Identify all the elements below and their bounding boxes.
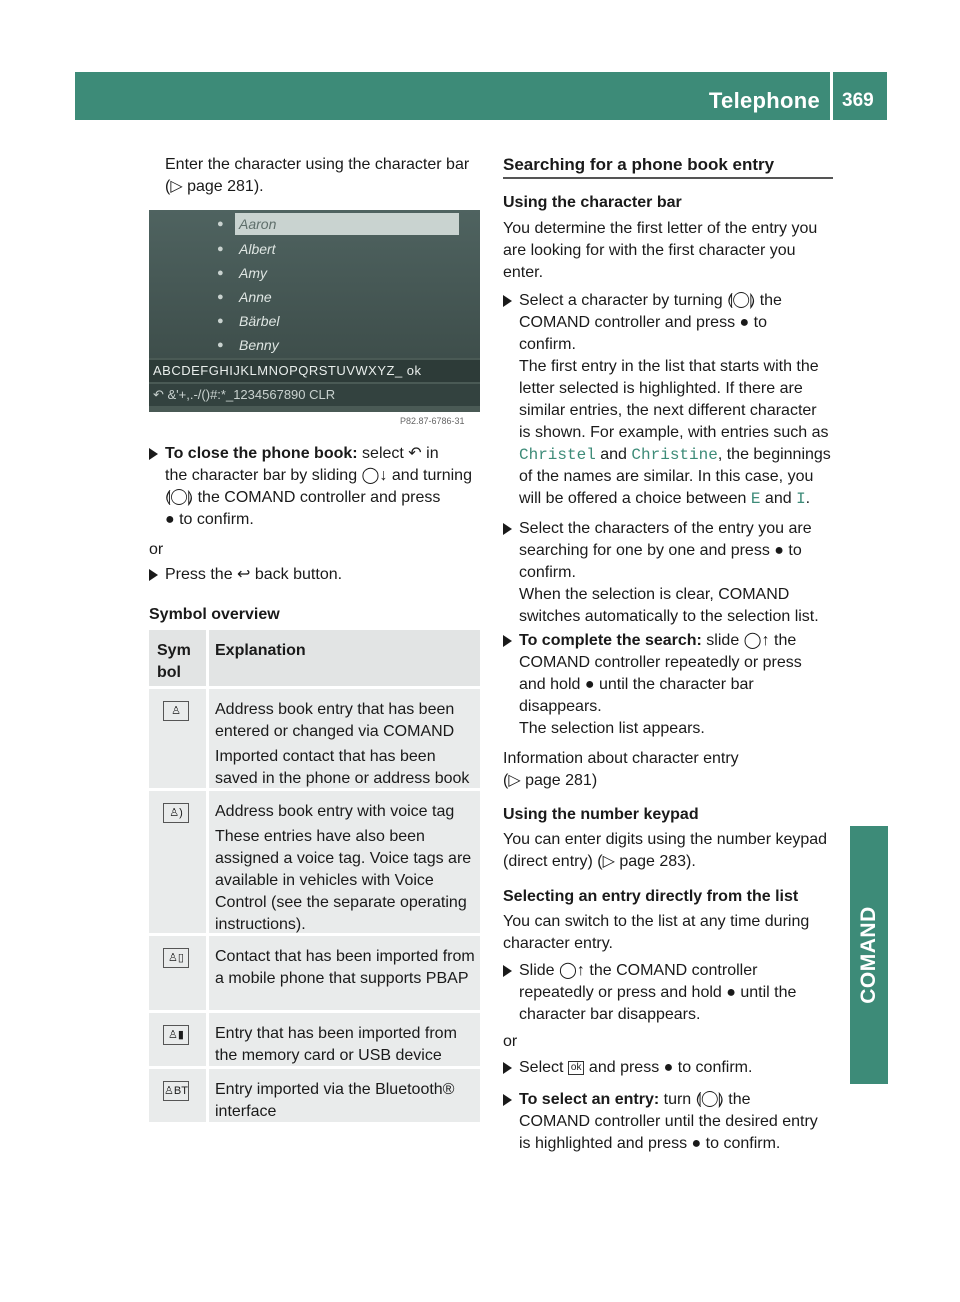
keypad-paragraph: You can enter digits using the number keypad (direct entry) (▷ page 283). <box>503 831 828 870</box>
step-arrow-icon <box>503 295 512 307</box>
step-select-ok: Select ok and press ● to confirm. <box>503 1057 843 1079</box>
person-icon: ● <box>217 291 224 303</box>
table-row: ♙▮ Entry that has been imported from the memory card or USB device <box>149 1013 480 1069</box>
screen-entry: ● Anne <box>217 289 272 305</box>
screen-number-bar: ↶ &'+,.-/()#:*_1234567890 CLR <box>149 384 480 406</box>
step-arrow-icon <box>503 523 512 535</box>
step-arrow-icon <box>149 448 158 460</box>
table-row: ♙) Address book entry with voice tag These entries have also been assigned a voice tag. Voice tags are available in vehicles with Voice Control (see the separate operating instructions). <box>149 791 480 936</box>
step-select-entry: To select an entry: turn ⟬◯⟭ the COMAND controller until the desired entry is highlighted and press ● to confirm. <box>503 1089 843 1155</box>
section-heading: Searching for a phone book entry <box>503 155 775 174</box>
voice-tag-icon: ♙) <box>163 803 189 823</box>
step-select-characters: Select the characters of the entry you are searching for one by one and press ● to confirm. When the selection is clear, COMAND switches automatically to the selection list. <box>503 518 843 628</box>
example-i: I <box>796 490 806 508</box>
step-arrow-icon <box>503 965 512 977</box>
person-icon: ● <box>217 243 224 255</box>
phonebook-screen <box>149 210 480 412</box>
info-paragraph: Information about character entry (▷ page 281) <box>503 750 739 789</box>
table-row: ♙ Address book entry that has been entered or changed via COMAND Imported contact that has been saved in the phone or address book <box>149 689 480 791</box>
example-christel: Christel <box>519 446 596 464</box>
person-icon: ● <box>217 267 224 279</box>
example-e: E <box>750 490 761 508</box>
symbol-table <box>149 630 480 1125</box>
charbar-paragraph: You determine the first letter of the entry you are looking for with the first character you enter. <box>503 220 818 281</box>
page-number: 369 <box>842 90 874 111</box>
person-icon: ● <box>217 315 224 327</box>
page-title: Telephone <box>708 88 820 113</box>
screen-entry: ● Albert <box>217 241 276 257</box>
section-underline <box>503 177 833 179</box>
intro-line2: (▷ page 281). <box>165 178 264 195</box>
step-complete-search: To complete the search: slide ◯↑ the COMAND controller repeatedly or press and hold ● until the character bar disappears. The selection list appears. <box>503 630 843 740</box>
table-row: ♙BT Entry imported via the Bluetooth® interface <box>149 1069 480 1125</box>
header-symbol: Sym bol <box>157 642 191 681</box>
step-arrow-icon <box>503 635 512 647</box>
ok-symbol: ok <box>568 1061 585 1075</box>
header-separator <box>830 72 833 120</box>
mobile-phone-icon: ♙▯ <box>163 948 189 968</box>
list-paragraph: You can switch to the list at any time during character entry. <box>503 913 810 952</box>
step-slide-controller: Slide ◯↑ the COMAND controller repeatedly or press and hold ● until the character bar disappears. <box>503 960 843 1026</box>
step-arrow-icon <box>503 1062 512 1074</box>
screen-character-bar: ABCDEFGHIJKLMNOPQRSTUVWXYZ_ ok <box>149 360 480 382</box>
screen-entry: ● Amy <box>217 265 267 281</box>
heading-character-bar: Using the character bar <box>503 194 682 211</box>
person-icon: ● <box>217 218 224 230</box>
back-step: Press the ↩ back button. <box>149 564 326 586</box>
memory-card-icon: ♙▮ <box>163 1025 189 1045</box>
image-code: P82.87-6786-31 <box>400 416 465 426</box>
step-arrow-icon <box>149 569 158 581</box>
heading-select-list: Selecting an entry directly from the list <box>503 888 799 905</box>
table-row: ♙▯ Contact that has been imported from a mobile phone that supports PBAP <box>149 936 480 1013</box>
screen-entry: ● Benny <box>217 337 279 353</box>
person-icon: ● <box>217 339 224 351</box>
screen-entry: ● Aaron <box>217 216 277 232</box>
example-christine: Christine <box>631 446 718 464</box>
symbol-overview-heading: Symbol overview <box>149 606 280 623</box>
or-text-2: or <box>503 1033 518 1050</box>
screen-entry: ● Bärbel <box>217 313 280 329</box>
person-icon: ♙ <box>163 701 189 721</box>
screen-list <box>149 210 480 358</box>
close-step: To close the phone book: select ↶ in the character bar by sliding ◯↓ and turning ⟬◯⟭ the COMAND controller and press ● to confirm. <box>149 443 489 531</box>
step-select-character: Select a character by turning ⟬◯⟭ the COMAND controller and press ● to confirm. The first entry in the list that starts with the letter selected is highlighted. If there are similar entries, the next different character is shown. For example, with entries such as Christel and Christine, the beginnings of the names are similar. In this case, you will be offered a choice between E and I. <box>503 290 843 510</box>
heading-number-keypad: Using the number keypad <box>503 806 699 823</box>
table-header <box>149 630 480 689</box>
bluetooth-icon: ♙BT <box>163 1081 189 1101</box>
intro-line1: Enter the character using the character bar <box>165 156 470 173</box>
side-tab-label: COMAND <box>857 906 880 1004</box>
header-explanation: Explanation <box>215 642 306 659</box>
step-arrow-icon <box>503 1094 512 1106</box>
or-text: or <box>149 541 164 558</box>
